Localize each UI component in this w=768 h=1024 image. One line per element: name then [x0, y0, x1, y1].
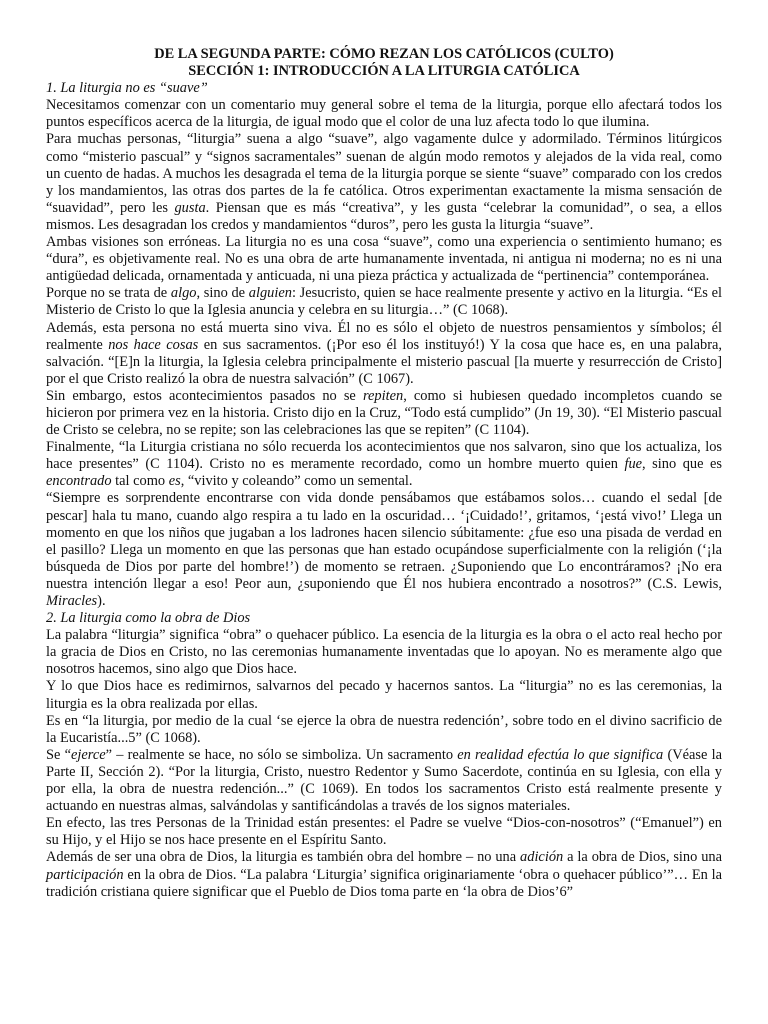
text-run: a la obra de Dios, sino una — [563, 849, 722, 866]
text-run: Sin embargo, estos acontecimientos pasados no se — [46, 387, 363, 404]
emphasis-text: participación — [46, 866, 124, 883]
text-run: en sus sacramentos. (¡Por eso él los instituyó!) Y la cosa que hace es, en una palabra, salvación. “[E]n la liturgia, la Iglesia celebra principalmente el misterio pascual [la muerte y resurrección de Cristo] por el que Cristo realizó la obra de nuestra salvación” (C 1067). — [46, 336, 722, 387]
text-run: Finalmente, “la Liturgia cristiana no sólo recuerda los acontecimientos que nos salvaron, sino que los actualiza, los hace presentes” (C 1104). Cristo no es meramente recordado, como un hombre muerto quien — [46, 439, 722, 473]
section-heading-1: 1. La liturgia no es “suave” — [46, 80, 208, 97]
emphasis-text: nos hace cosas — [108, 336, 199, 353]
text-run: Se “ — [46, 746, 71, 763]
paragraph — [46, 747, 722, 815]
emphasis-text: en realidad efectúa lo que significa — [457, 746, 664, 763]
paragraph: En efecto, las tres Personas de la Trinidad están presentes: el Padre se vuelve “Dios-con-nosotros” (“Emanuel”) en su Hijo, y el Hijo se nos hace presente en el Espíritu Santo. — [46, 815, 722, 849]
emphasis-text: encontrado — [46, 473, 112, 490]
text-run: , “vivito y coleando” como un semental. — [180, 473, 413, 490]
section-heading-2: 2. La liturgia como la obra de Dios — [46, 610, 251, 627]
paragraph — [46, 320, 722, 388]
text-run: : Jesucristo, quien se hace realmente presente y activo en la liturgia. “Es el Misterio de Cristo lo que la Iglesia anuncia y celebra en su liturgia…” (C 1068). — [46, 285, 723, 319]
text-run: Además, esta persona no está muerta sino viva. Él no es sólo el objeto de nuestros pensamientos y símbolos; él realmente — [46, 319, 722, 353]
paragraph: Es en “la liturgia, por medio de la cual ‘se ejerce la obra de nuestra redención’, sobre todo en el divino sacrificio de la Eucaristía...5” (C 1068). — [46, 712, 722, 746]
paragraph — [46, 439, 722, 490]
text-run: tal como — [111, 473, 169, 490]
paragraph — [46, 131, 722, 234]
emphasis-text: es — [168, 473, 181, 490]
text-run: ). — [97, 593, 106, 609]
text-run: “Siempre es sorprendente encontrarse con vida donde pensábamos que estábamos solos… cuando el sedal [de pescar] hala tu mano, cuando algo respira a tu lado en la oscuridad… ‘¡Cuidado!’, gritamos, ‘¡está vivo!’ Llega un momento en que los niños que jugaban a los ladrones hacen silencio súbitamente: ¿fue eso una pisada de verdad en el pasillo? Llega un momento en que las personas que han estado ocupándose superficialmente con la religión (‘¡la búsqueda de Dios por parte del hombre!’) de momento se retraen. ¿Suponiendo que Lo encontráramos? ¡No era nuestra intención llegar a eso! Peor aun, ¿suponiendo que Él nos hubiera encontrado a nosotros?” (C.S. Lewis, — [46, 490, 722, 592]
emphasis-text: adición — [520, 849, 564, 866]
text-run: Además de ser una obra de Dios, la liturgia es también obra del hombre – no una — [46, 849, 521, 866]
paragraph: Y lo que Dios hace es redimirnos, salvarnos del pecado y hacernos santos. La “liturgia” no es las ceremonias, la liturgia es la obra realizada por ellas. — [46, 678, 722, 712]
text-run: Porque no se trata de — [46, 285, 171, 302]
paragraph: Ambas visiones son erróneas. La liturgia no es una cosa “suave”, como una experiencia o sentimiento humano; es “dura”, es objetivamente real. No es una obra de arte humanamente inventada, ni antigua ni moderna; no es ni una antigüedad delicada, ornamentada y anticuada, ni una pieza práctica y actualizada de “pertinencia” contemporánea. — [46, 234, 722, 285]
text-run: Para muchas personas, “liturgia” suena a algo “suave”, algo vagamente dulce y adormilado. Términos litúrgicos como “misterio pascual” y “signos sacramentales” suenan de algún modo remotos y alejados de la vida real, como un cuento de hadas. A muchos les desagrada el tema de la liturgia porque se siente “suave” comparado con los credos y los mandamientos, las otras dos partes de la fe católica. Otros experimentan exactamente la misma sensación de “suavidad”, pero les — [46, 131, 722, 216]
text-run: , sino que es — [642, 456, 722, 473]
emphasis-text: fue — [624, 456, 643, 473]
document-title-line-1: DE LA SEGUNDA PARTE: CÓMO REZAN LOS CATÓLICOS (CULTO) — [154, 46, 614, 62]
text-run: . Piensan que es más “creativa”, y les gusta “celebrar la comunidad”, o sea, a ellos mismos. Les desagradan los credos y mandamientos “duros”, pero les gusta la liturgia “suave”. — [46, 199, 722, 233]
paragraph — [46, 490, 722, 610]
emphasis-text: repiten — [362, 387, 404, 404]
emphasis-text: gusta — [174, 199, 206, 216]
text-run: en la obra de Dios. “La palabra ‘Liturgia’ significa originariamente ‘obra o quehacer público’”… En la tradición cristiana quiere significar que el Pueblo de Dios toma parte en ‘la obra de Dios’6” — [46, 866, 722, 900]
paragraph — [46, 388, 722, 439]
paragraph: La palabra “liturgia” significa “obra” o quehacer público. La esencia de la liturgia es la obra o el acto real hecho por la gracia de Dios en Cristo, no las ceremonias humanamente inventadas que lo apoyan. No es meramente algo que nosotros hacemos, sino algo que Dios hace. — [46, 627, 722, 678]
emphasis-text: alguien — [248, 285, 292, 302]
paragraph: Necesitamos comenzar con un comentario muy general sobre el tema de la liturgia, porque ello afectará todos los puntos específicos acerca de la liturgia, de igual modo que el color de una luz afecta todo lo que ilumina. — [46, 97, 722, 131]
emphasis-text: algo — [170, 285, 197, 302]
document-title-line-2: SECCIÓN 1: INTRODUCCIÓN A LA LITURGIA CATÓLICA — [188, 63, 580, 80]
paragraph — [46, 285, 722, 319]
text-run: , sino de — [196, 285, 249, 302]
paragraph — [46, 849, 722, 900]
emphasis-text: Miracles — [46, 593, 98, 609]
text-run: , como si hubiesen quedado incompletos cuando se hicieron por primera vez en la historia. Cristo dijo en la Cruz, “Todo está cumplido” (Jn 19, 30). “El Misterio pascual de Cristo se celebra, no se repite; son las celebraciones las que se repiten” (C 1104). — [46, 387, 722, 439]
text-run: ” – realmente se hace, no sólo se simboliza. Un sacramento — [105, 746, 458, 763]
text-run: (Véase la Parte II, Sección 2). “Por la liturgia, Cristo, nuestro Redentor y Sumo Sacerdote, continúa en su Iglesia, con ella y por ella, la obra de nuestra redención...” (C 1069). En todos los sacramentos Cristo está realmente presente y actuando en nuestras almas, salvándolas y santificándolas a través de los signos materiales. — [46, 746, 722, 815]
emphasis-text: ejerce — [71, 746, 106, 763]
